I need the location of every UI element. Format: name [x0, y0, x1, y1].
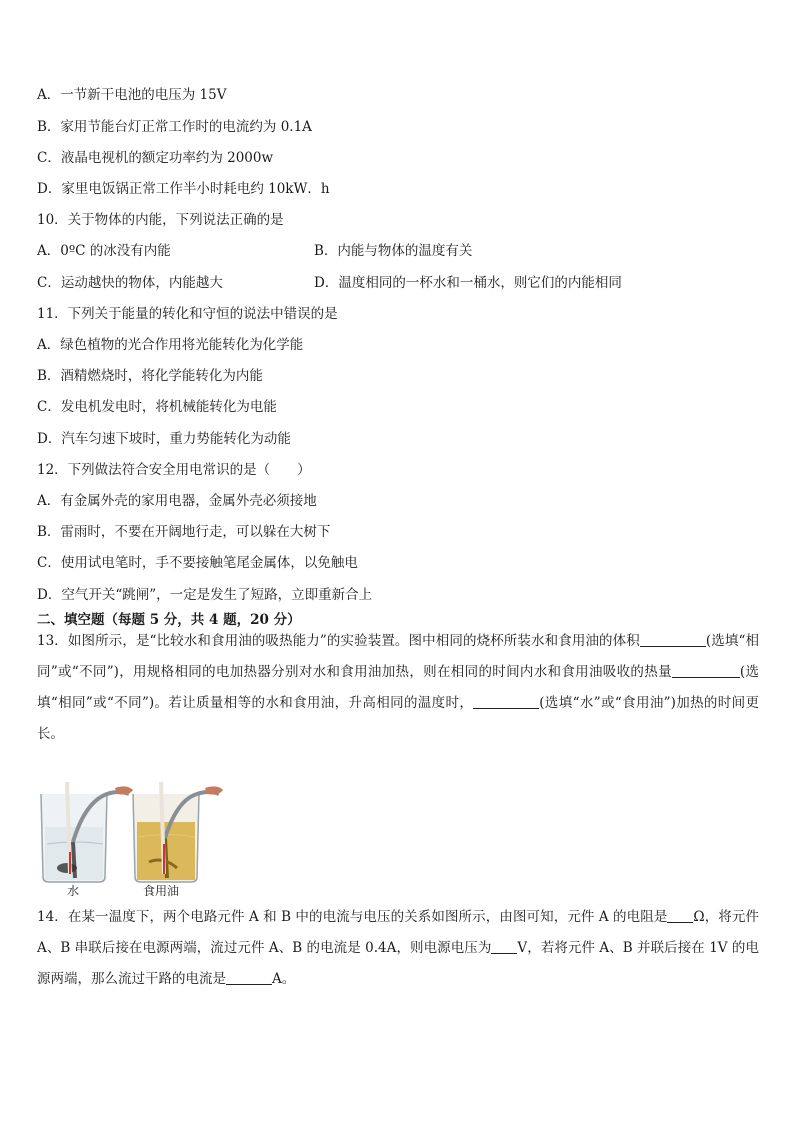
- q12-option-d: D．空气开关“跳闸”，一定是发生了短路，立即重新合上: [37, 587, 373, 603]
- oil-beaker: [133, 782, 223, 882]
- q10-option-b: B．内能与物体的温度有关: [314, 243, 473, 259]
- q14-text-1: 14．在某一温度下，两个电路元件 A 和 B 中的电流与电压的关系如图所示，由图可知，元件 A 的电阻是: [37, 909, 668, 925]
- q10-option-c: C．运动越快的物体，内能越大: [37, 275, 223, 291]
- q12-stem: 12．下列做法符合安全用电常识的是（ ）: [37, 462, 311, 478]
- q10-stem: 10．关于物体的内能，下列说法正确的是: [37, 212, 284, 228]
- q14-text-4: A。: [272, 971, 296, 987]
- fig-label-water: 水: [67, 884, 80, 898]
- q9-option-a: A．一节新干电池的电压为 15V: [37, 87, 227, 103]
- q12-option-b: B．雷雨时，不要在开阔地行走，可以躲在大树下: [37, 524, 331, 540]
- q13-text-4: (选填“水”或“食用油”)加热的时间更长。: [37, 695, 760, 742]
- q12-option-a: A．有金属外壳的家用电器，金属外壳必须接地: [37, 493, 317, 509]
- q10-option-a: A．0ºC 的冰没有内能: [37, 243, 171, 259]
- q12-option-c: C．使用试电笔时，手不要接触笔尾金属体，以免触电: [37, 555, 358, 571]
- q11-option-c: C．发电机发电时，将机械能转化为电能: [37, 399, 277, 415]
- q14-question: [37, 902, 759, 995]
- q14-blank-3[interactable]: [226, 970, 272, 985]
- q9-option-c: C．液晶电视机的额定功率约为 2000w: [37, 150, 274, 166]
- beaker-figure: [37, 782, 237, 902]
- q14-blank-2[interactable]: [491, 939, 517, 954]
- q13-question: [37, 626, 759, 750]
- q11-stem: 11．下列关于能量的转化和守恒的说法中错误的是: [37, 306, 338, 322]
- q11-option-d: D．汽车匀速下坡时，重力势能转化为动能: [37, 431, 291, 447]
- q11-option-a: A．绿色植物的光合作用将光能转化为化学能: [37, 337, 304, 353]
- q11-option-b: B．酒精燃烧时，将化学能转化为内能: [37, 368, 263, 384]
- q10-option-d: D．温度相同的一杯水和一桶水，则它们的内能相同: [314, 275, 622, 291]
- q13-text-2: (选填“相同”或“不同”)，用规格相同的电加热器分别对水和食用油加热，则在相同的时间内水和食用油吸收的热量: [37, 633, 759, 680]
- fig-label-oil: 食用油: [143, 884, 180, 898]
- q13-blank-2[interactable]: [672, 663, 740, 678]
- q14-text-2: Ω，将元件 A、B 串联后接在电源两端，流过元件 A、B 的电流是 0.4A，则电源电压为: [37, 909, 759, 956]
- q13-text-3: (选填“相同”或“不同”)。若让质量相等的水和食用油，升高相同的温度时，: [37, 664, 759, 711]
- q13-blank-3[interactable]: [473, 694, 539, 709]
- q9-option-d: D．家里电饭锅正常工作半小时耗电约 10kW．h: [37, 181, 330, 197]
- q9-option-b: B．家用节能台灯正常工作时的电流约为 0.1A: [37, 119, 312, 135]
- q14-blank-1[interactable]: [667, 908, 693, 923]
- section-heading-fill-in: 二、填空题（每题 5 分，共 4 题，20 分）: [37, 612, 301, 628]
- q13-text-1: 13．如图所示，是“比较水和食用油的吸热能力”的实验装置。图中相同的烧杯所装水和食用油的体积: [37, 633, 640, 649]
- water-beaker: [41, 782, 133, 882]
- q14-text-3: V，若将元件 A、B 并联后接在 1V 的电源两端，那么流过干路的电流是: [37, 940, 759, 987]
- q13-blank-1[interactable]: [640, 632, 706, 647]
